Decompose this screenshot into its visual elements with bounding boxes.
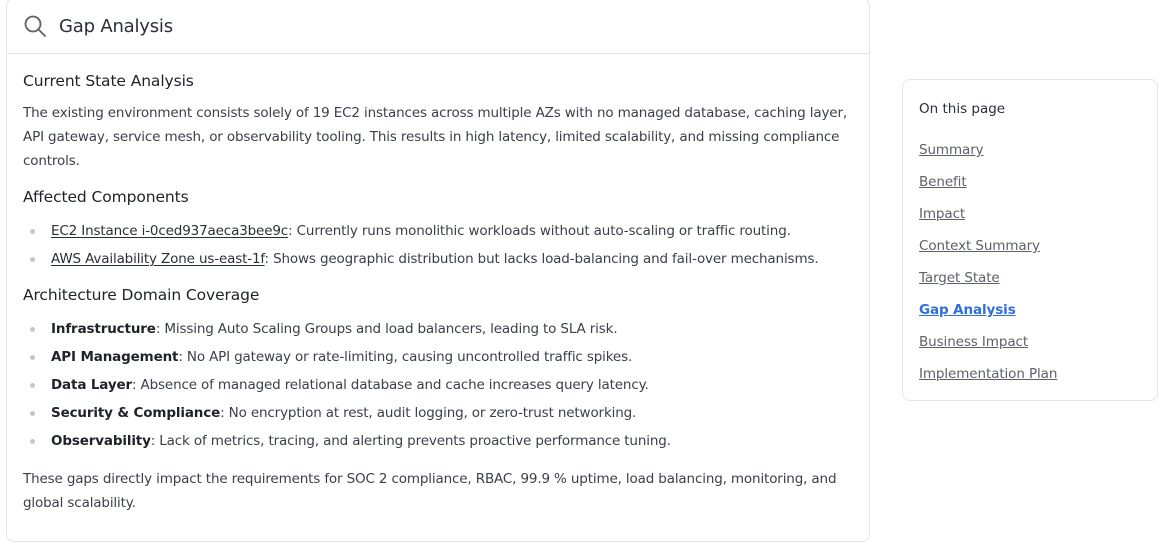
on-this-page-nav (902, 79, 1158, 401)
toc-item-target-state[interactable]: Target State (919, 270, 1000, 286)
toc-item-business-impact[interactable]: Business Impact (919, 334, 1029, 350)
bullet-icon (30, 229, 35, 234)
search-icon (23, 14, 47, 38)
list-item-label: API Management (51, 349, 179, 365)
list-item (23, 343, 853, 371)
content-card (6, 0, 870, 542)
page-title: Gap Analysis (59, 15, 173, 37)
list-item-text: : Shows geographic distribution but lacks load-balancing and fail-over mechanisms. (264, 251, 819, 267)
section-heading-affected-components: Affected Components (23, 188, 189, 206)
bullet-icon (30, 439, 35, 444)
list-item-label: Infrastructure (51, 321, 156, 337)
list-item (23, 399, 853, 427)
list-item-label: Observability (51, 433, 151, 449)
availability-zone-link[interactable]: AWS Availability Zone us-east-1f (51, 251, 265, 267)
toc-title: On this page (919, 101, 1006, 117)
list-item-label: Data Layer (51, 377, 132, 393)
toc-item-implementation-plan[interactable]: Implementation Plan (919, 366, 1058, 382)
list-item (23, 371, 853, 399)
toc-item-benefit[interactable]: Benefit (919, 174, 967, 190)
list-item-text: : Absence of managed relational database and cache increases query latency. (132, 377, 649, 393)
bullet-icon (30, 327, 35, 332)
list-item-text: : No API gateway or rate-limiting, causing uncontrolled traffic spikes. (178, 349, 633, 365)
list-item (23, 217, 853, 245)
closing-text: These gaps directly impact the requirements for SOC 2 compliance, RBAC, 99.9 % uptime, load balancing, monitoring, and global scalability. (23, 471, 837, 511)
ec2-instance-link[interactable]: EC2 Instance i-0ced937aeca3bee9c (51, 223, 289, 239)
list-item (23, 245, 853, 273)
list-item-text: : No encryption at rest, audit logging, or zero-trust networking. (220, 405, 637, 421)
bullet-icon (30, 411, 35, 416)
list-item-label: Security & Compliance (51, 405, 221, 421)
toc-item-impact[interactable]: Impact (919, 206, 966, 222)
list-item-text: : Currently runs monolithic workloads without auto-scaling or traffic routing. (288, 223, 791, 239)
bullet-icon (30, 355, 35, 360)
toc-item-summary[interactable]: Summary (919, 142, 984, 158)
card-header (7, 0, 869, 54)
section-heading-domain-coverage: Architecture Domain Coverage (23, 286, 260, 304)
list-item (23, 427, 853, 455)
list-item-text: : Missing Auto Scaling Groups and load balancers, leading to SLA risk. (155, 321, 618, 337)
toc-item-gap-analysis[interactable]: Gap Analysis (919, 302, 1016, 318)
current-state-text: The existing environment consists solely of 19 EC2 instances across multiple AZs with no managed database, caching layer, API gateway, service mesh, or observability tooling. This results in high latency, limited scalability, and missing compliance controls. (23, 105, 847, 169)
card-body (7, 54, 869, 515)
toc-item-context-summary[interactable]: Context Summary (919, 238, 1040, 254)
bullet-icon (30, 383, 35, 388)
list-item-text: : Lack of metrics, tracing, and alerting prevents proactive performance tuning. (150, 433, 671, 449)
bullet-icon (30, 257, 35, 262)
section-heading-current-state: Current State Analysis (23, 72, 194, 90)
list-item (23, 315, 853, 343)
domain-coverage-list (23, 315, 853, 455)
affected-components-list (23, 217, 853, 273)
